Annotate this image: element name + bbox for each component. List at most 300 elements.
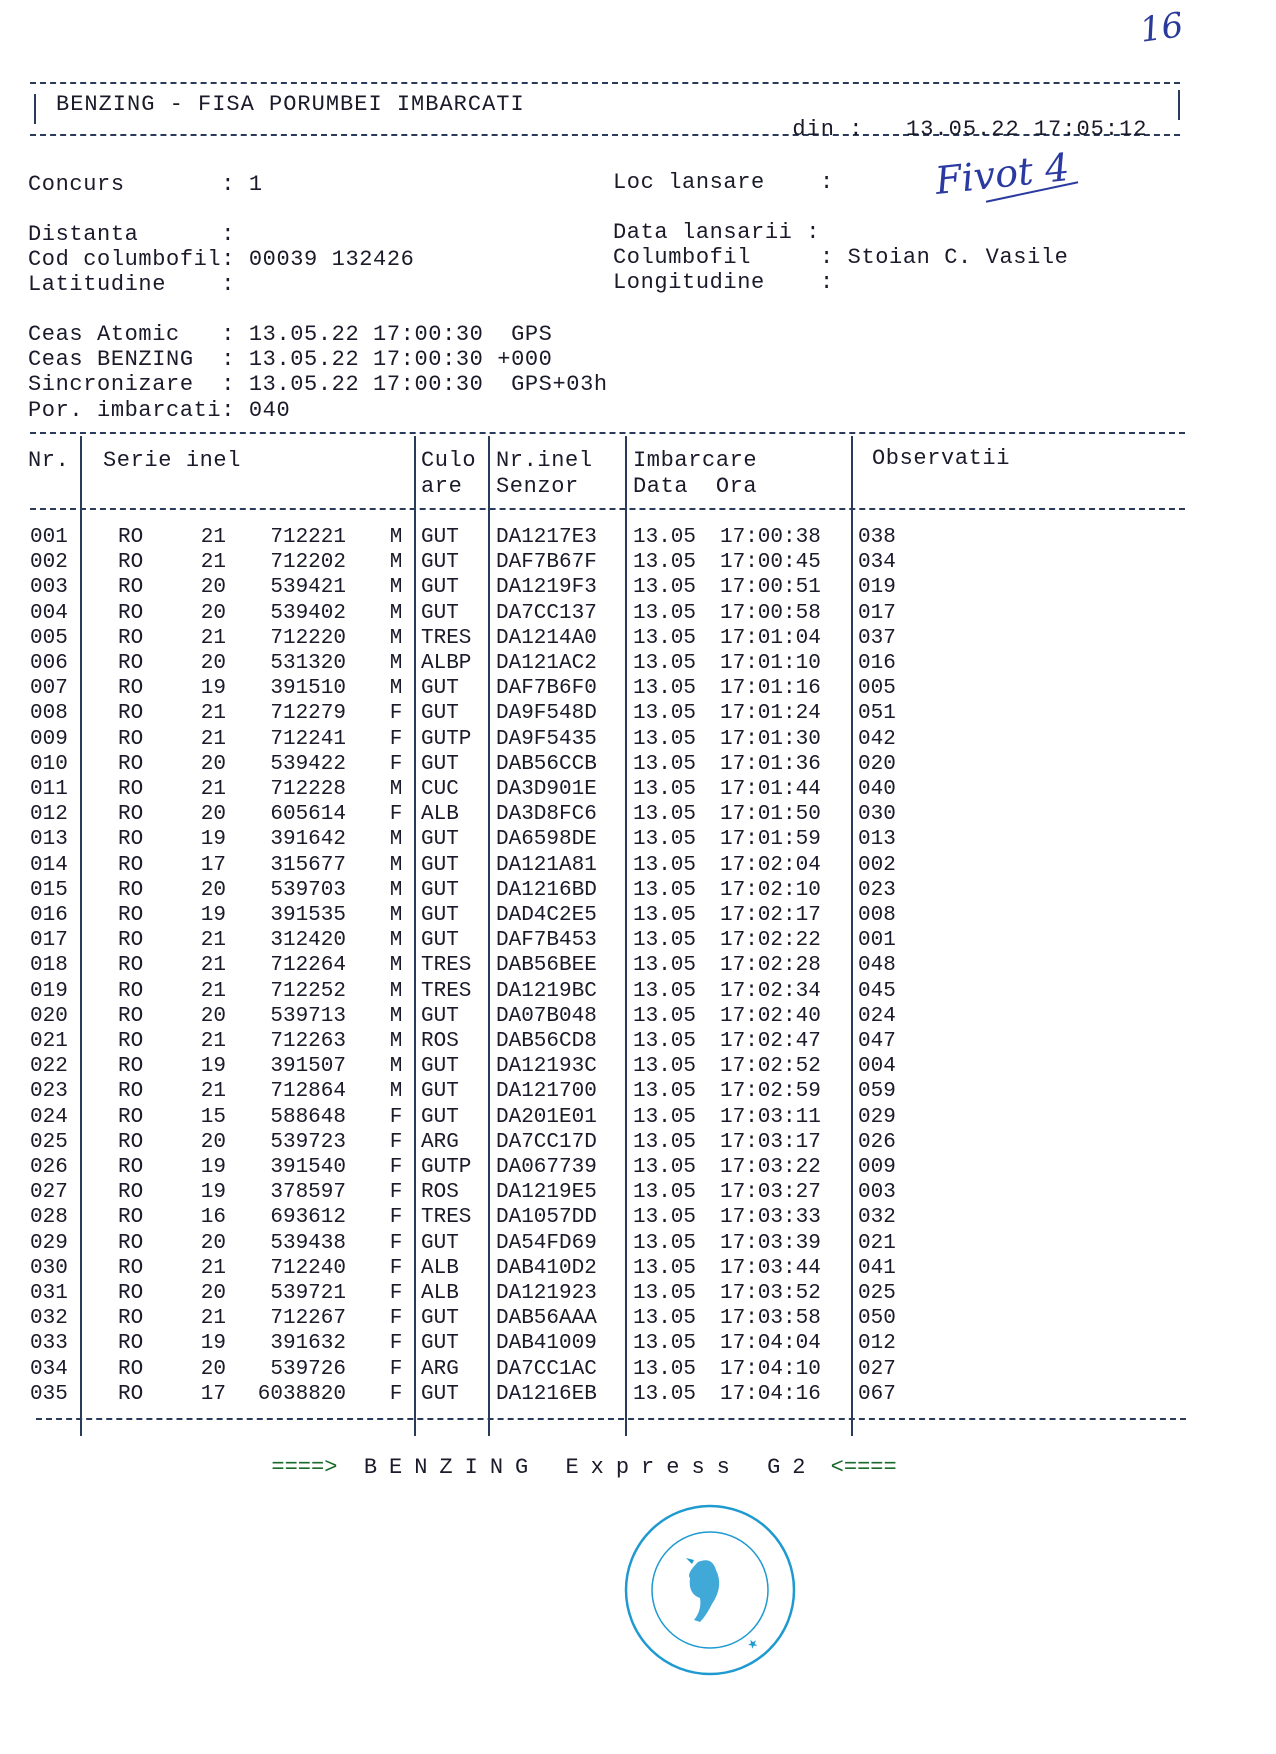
cell-date: 13.05 (633, 979, 697, 1003)
table-row (0, 1206, 1276, 1231)
cell-color: ARG (421, 1130, 459, 1154)
cell-sensor: DA7CC17D (496, 1130, 597, 1154)
cell-country: RO (118, 1332, 144, 1356)
cell-sex: M (389, 576, 403, 600)
cell-observatii: 026 (858, 1130, 896, 1154)
cell-year: 21 (200, 1256, 226, 1280)
cell-observatii: 047 (858, 1030, 896, 1053)
cell-color: GUT (421, 853, 459, 877)
cell-color: GUT (421, 576, 459, 600)
cell-color: ALBP (421, 652, 472, 675)
cell-ring-number: 712864 (270, 1080, 346, 1104)
cell-time: 17:01:24 (720, 702, 821, 726)
date-value: 13.05.22 17:05:12 (906, 117, 1148, 142)
cell-color: GUT (421, 1231, 459, 1255)
cell-observatii: 016 (858, 652, 896, 675)
cell-ring-number: 712220 (270, 626, 346, 650)
cell-country: RO (118, 853, 144, 877)
cell-time: 17:01:44 (720, 778, 821, 801)
table-row (0, 778, 1276, 803)
cell-time: 17:04:04 (720, 1332, 821, 1356)
cell-country: RO (118, 626, 144, 650)
cell-color: TRES (421, 979, 472, 1003)
cell-year: 21 (200, 929, 226, 953)
cell-year: 19 (200, 828, 226, 852)
cell-sensor: DA1216EB (496, 1382, 597, 1406)
cell-country: RO (118, 1156, 144, 1179)
cell-observatii: 059 (858, 1080, 896, 1104)
cell-sex: F (389, 803, 403, 827)
field-columbofil: Columbofil : Stoian C. Vasile (613, 245, 1069, 270)
cell-color: GUT (421, 1004, 459, 1028)
cell-sensor: DA1219BC (496, 979, 597, 1003)
cell-time: 17:03:22 (720, 1156, 821, 1179)
cell-year: 19 (200, 1181, 226, 1205)
cell-sensor: DA6598DE (496, 828, 597, 852)
association-stamp (620, 1500, 800, 1680)
col-header-nr: Nr. (28, 448, 70, 473)
cell-date: 13.05 (633, 929, 697, 953)
table-row (0, 904, 1276, 929)
cell-year: 19 (200, 1055, 226, 1079)
cell-color: GUT (421, 828, 459, 852)
cell-observatii: 032 (858, 1206, 896, 1230)
table-row (0, 576, 1276, 601)
cell-sex: F (389, 1282, 403, 1305)
footer-arrow-left: ====> (271, 1455, 338, 1480)
cell-color: GUT (421, 1332, 459, 1356)
cell-date: 13.05 (633, 526, 697, 549)
cell-ring-number: 539721 (270, 1282, 346, 1305)
cell-nr: 015 (30, 878, 68, 902)
table-row (0, 1358, 1276, 1383)
cell-ring-number: 712264 (270, 954, 346, 978)
cell-ring-number: 693612 (270, 1206, 346, 1230)
cell-color: GUT (421, 1080, 459, 1104)
cell-year: 19 (200, 677, 226, 701)
cell-nr: 013 (30, 828, 68, 852)
cell-sensor: DA54FD69 (496, 1231, 597, 1255)
cell-date: 13.05 (633, 1282, 697, 1305)
table-row (0, 677, 1276, 702)
cell-observatii: 045 (858, 979, 896, 1003)
table-row (0, 1332, 1276, 1357)
col-header-senzor: Senzor (496, 474, 579, 499)
cell-time: 17:02:10 (720, 878, 821, 902)
cell-year: 20 (200, 878, 226, 902)
cell-color: GUTP (421, 1156, 472, 1179)
table-row (0, 954, 1276, 979)
cell-time: 17:03:44 (720, 1256, 821, 1280)
table-row (0, 1080, 1276, 1105)
cell-sex: F (389, 1130, 403, 1154)
cell-date: 13.05 (633, 1256, 697, 1280)
cell-sensor: DA1219E5 (496, 1181, 597, 1205)
cell-time: 17:02:47 (720, 1030, 821, 1053)
cell-year: 21 (200, 979, 226, 1003)
cell-year: 19 (200, 904, 226, 927)
cell-year: 21 (200, 551, 226, 575)
cell-country: RO (118, 702, 144, 726)
cell-time: 17:03:52 (720, 1282, 821, 1305)
table-row (0, 1181, 1276, 1206)
cell-time: 17:01:16 (720, 677, 821, 701)
table-row (0, 1383, 1276, 1408)
cell-observatii: 020 (858, 752, 896, 776)
cell-country: RO (118, 929, 144, 953)
cell-country: RO (118, 1105, 144, 1129)
cell-color: GUT (421, 702, 459, 726)
field-distanta: Distanta : (28, 222, 236, 247)
cell-ring-number: 539713 (270, 1004, 346, 1028)
cell-sensor: DAF7B67F (496, 551, 597, 575)
table-row (0, 1257, 1276, 1282)
cell-year: 16 (200, 1206, 226, 1230)
cell-sensor: DA3D8FC6 (496, 803, 597, 827)
cell-ring-number: 391642 (270, 828, 346, 852)
cell-observatii: 024 (858, 1004, 896, 1028)
cell-color: GUT (421, 1382, 459, 1406)
cell-sensor: DAB56BEE (496, 954, 597, 978)
cell-date: 13.05 (633, 1004, 697, 1028)
cell-country: RO (118, 828, 144, 852)
cell-country: RO (118, 1130, 144, 1154)
field-por-imbarcati: Por. imbarcati: 040 (28, 398, 291, 423)
cell-date: 13.05 (633, 1055, 697, 1079)
cell-country: RO (118, 778, 144, 801)
cell-time: 17:03:27 (720, 1181, 821, 1205)
cell-year: 20 (200, 1282, 226, 1305)
cell-color: GUT (421, 752, 459, 776)
cell-nr: 035 (30, 1382, 68, 1406)
cell-nr: 010 (30, 752, 68, 776)
cell-sex: F (389, 1307, 403, 1331)
cell-year: 20 (200, 803, 226, 827)
cell-country: RO (118, 904, 144, 927)
cell-observatii: 012 (858, 1332, 896, 1356)
cell-nr: 030 (30, 1256, 68, 1280)
cell-time: 17:02:04 (720, 853, 821, 877)
cell-observatii: 003 (858, 1181, 896, 1205)
cell-date: 13.05 (633, 752, 697, 776)
cell-country: RO (118, 1181, 144, 1205)
page-number: 16 (1137, 5, 1186, 51)
cell-color: GUT (421, 601, 459, 625)
cell-sex: F (389, 1156, 403, 1179)
cell-sex: F (389, 1357, 403, 1381)
cell-ring-number: 315677 (270, 853, 346, 877)
cell-country: RO (118, 727, 144, 751)
footer-banner (245, 1430, 897, 1480)
cell-date: 13.05 (633, 702, 697, 726)
date-label: din : (792, 117, 864, 142)
cell-date: 13.05 (633, 1206, 697, 1230)
table-bottom-rule (36, 1418, 1186, 1420)
table-row (0, 602, 1276, 627)
col-header-culoare: Culo (421, 448, 477, 473)
cell-sex: M (389, 1055, 403, 1079)
cell-time: 17:00:45 (720, 551, 821, 575)
col-header-data-ora: Data Ora (633, 474, 758, 499)
cell-ring-number: 539723 (270, 1130, 346, 1154)
cell-ring-number: 312420 (270, 929, 346, 953)
cell-sex: M (389, 954, 403, 978)
cell-observatii: 067 (858, 1382, 896, 1406)
cell-sensor: DAF7B453 (496, 929, 597, 953)
cell-date: 13.05 (633, 1130, 697, 1154)
table-row (0, 1005, 1276, 1030)
cell-ring-number: 712241 (270, 727, 346, 751)
table-row (0, 803, 1276, 828)
cell-sex: F (389, 1256, 403, 1280)
cell-year: 19 (200, 1332, 226, 1356)
cell-ring-number: 712228 (270, 778, 346, 801)
cell-time: 17:02:59 (720, 1080, 821, 1104)
cell-nr: 009 (30, 727, 68, 751)
cell-time: 17:00:58 (720, 601, 821, 625)
cell-nr: 022 (30, 1055, 68, 1079)
cell-date: 13.05 (633, 904, 697, 927)
cell-nr: 008 (30, 702, 68, 726)
cell-date: 13.05 (633, 1030, 697, 1053)
cell-sex: F (389, 1231, 403, 1255)
cell-time: 17:03:39 (720, 1231, 821, 1255)
cell-observatii: 041 (858, 1256, 896, 1280)
cell-country: RO (118, 1004, 144, 1028)
cell-ring-number: 539726 (270, 1357, 346, 1381)
cell-sex: F (389, 1206, 403, 1230)
cell-ring-number: 712240 (270, 1256, 346, 1280)
col-header-culoare-2: are (421, 474, 463, 499)
cell-sex: M (389, 601, 403, 625)
cell-sex: M (389, 1080, 403, 1104)
cell-sex: M (389, 1004, 403, 1028)
table-row (0, 1307, 1276, 1332)
cell-country: RO (118, 1282, 144, 1305)
cell-ring-number: 539438 (270, 1231, 346, 1255)
cell-sensor: DAB56AAA (496, 1307, 597, 1331)
cell-date: 13.05 (633, 878, 697, 902)
cell-sensor: DA3D901E (496, 778, 597, 801)
cell-time: 17:03:58 (720, 1307, 821, 1331)
field-data-lansarii: Data lansarii : (613, 220, 821, 245)
cell-date: 13.05 (633, 828, 697, 852)
cell-ring-number: 391540 (270, 1156, 346, 1179)
table-row (0, 1156, 1276, 1181)
cell-nr: 029 (30, 1231, 68, 1255)
cell-date: 13.05 (633, 1156, 697, 1179)
cell-sensor: DA1214A0 (496, 626, 597, 650)
cell-observatii: 050 (858, 1307, 896, 1331)
cell-country: RO (118, 652, 144, 675)
cell-sex: M (389, 853, 403, 877)
cell-date: 13.05 (633, 1181, 697, 1205)
cell-sex: M (389, 904, 403, 927)
cell-time: 17:01:36 (720, 752, 821, 776)
cell-year: 21 (200, 1307, 226, 1331)
stamp-graphic (620, 1500, 800, 1680)
cell-ring-number: 712279 (270, 702, 346, 726)
cell-date: 13.05 (633, 576, 697, 600)
cell-observatii: 037 (858, 626, 896, 650)
cell-country: RO (118, 1382, 144, 1406)
cell-nr: 007 (30, 677, 68, 701)
cell-time: 17:02:28 (720, 954, 821, 978)
cell-color: TRES (421, 1206, 472, 1230)
cell-ring-number: 6038820 (257, 1382, 346, 1406)
cell-date: 13.05 (633, 1307, 697, 1331)
cell-sensor: DA7CC1AC (496, 1357, 597, 1381)
cell-time: 17:00:38 (720, 526, 821, 549)
cell-year: 20 (200, 576, 226, 600)
cell-year: 21 (200, 1080, 226, 1104)
cell-ring-number: 712221 (270, 526, 346, 549)
cell-year: 21 (200, 626, 226, 650)
cell-time: 17:01:30 (720, 727, 821, 751)
table-row (0, 1055, 1276, 1080)
handwritten-loc-lansare: Fivot 4 (933, 145, 1072, 203)
cell-country: RO (118, 576, 144, 600)
cell-sensor: DA121923 (496, 1282, 597, 1305)
cell-nr: 028 (30, 1206, 68, 1230)
cell-color: ROS (421, 1030, 459, 1053)
cell-color: TRES (421, 626, 472, 650)
cell-date: 13.05 (633, 626, 697, 650)
cell-nr: 031 (30, 1282, 68, 1305)
cell-color: GUT (421, 904, 459, 927)
cell-year: 20 (200, 752, 226, 776)
cell-observatii: 009 (858, 1156, 896, 1179)
cell-year: 21 (200, 778, 226, 801)
cell-nr: 027 (30, 1181, 68, 1205)
cell-nr: 005 (30, 626, 68, 650)
cell-nr: 026 (30, 1156, 68, 1179)
cell-country: RO (118, 1231, 144, 1255)
field-loc-lansare: Loc lansare : (613, 170, 834, 195)
document-title: BENZING - FISA PORUMBEI IMBARCATI (56, 92, 525, 117)
cell-year: 15 (200, 1105, 226, 1129)
field-ceas-benzing: Ceas BENZING : 13.05.22 17:00:30 +000 (28, 347, 553, 372)
cell-sex: F (389, 752, 403, 776)
cell-year: 20 (200, 1231, 226, 1255)
cell-sensor: DAF7B6F0 (496, 677, 597, 701)
cell-nr: 017 (30, 929, 68, 953)
cell-sex: F (389, 1181, 403, 1205)
cell-time: 17:00:51 (720, 576, 821, 600)
cell-sensor: DA9F5435 (496, 727, 597, 751)
header-right-border (1178, 90, 1180, 120)
cell-time: 17:03:17 (720, 1130, 821, 1154)
cell-country: RO (118, 1080, 144, 1104)
cell-sensor: DA12193C (496, 1055, 597, 1079)
cell-ring-number: 539421 (270, 576, 346, 600)
cell-nr: 011 (30, 778, 68, 801)
table-row (0, 828, 1276, 853)
cell-sex: M (389, 778, 403, 801)
cell-time: 17:04:10 (720, 1357, 821, 1381)
cell-country: RO (118, 803, 144, 827)
cell-country: RO (118, 1206, 144, 1230)
cell-date: 13.05 (633, 601, 697, 625)
cell-time: 17:01:10 (720, 652, 821, 675)
cell-sex: F (389, 702, 403, 726)
cell-color: GUT (421, 1055, 459, 1079)
cell-sensor: DAD4C2E5 (496, 904, 597, 927)
cell-nr: 020 (30, 1004, 68, 1028)
cell-observatii: 030 (858, 803, 896, 827)
table-row (0, 1131, 1276, 1156)
col-header-imbarcare: Imbarcare (633, 448, 758, 473)
cell-time: 17:02:40 (720, 1004, 821, 1028)
cell-sensor: DA201E01 (496, 1105, 597, 1129)
cell-nr: 002 (30, 551, 68, 575)
cell-observatii: 038 (858, 526, 896, 549)
svg-text:★: ★ (744, 1635, 761, 1653)
cell-date: 13.05 (633, 652, 697, 675)
field-cod-columbofil: Cod columbofil: 00039 132426 (28, 247, 415, 272)
cell-nr: 001 (30, 526, 68, 549)
cell-sex: M (389, 878, 403, 902)
cell-observatii: 004 (858, 1055, 896, 1079)
cell-sex: F (389, 1105, 403, 1129)
cell-sex: M (389, 526, 403, 549)
cell-date: 13.05 (633, 778, 697, 801)
cell-color: GUT (421, 1307, 459, 1331)
cell-observatii: 008 (858, 904, 896, 927)
cell-observatii: 051 (858, 702, 896, 726)
table-row (0, 551, 1276, 576)
cell-country: RO (118, 677, 144, 701)
cell-date: 13.05 (633, 1231, 697, 1255)
cell-sex: F (389, 1382, 403, 1406)
cell-date: 13.05 (633, 803, 697, 827)
table-row (0, 1232, 1276, 1257)
cell-observatii: 040 (858, 778, 896, 801)
cell-observatii: 001 (858, 929, 896, 953)
field-latitudine: Latitudine : (28, 272, 236, 297)
cell-nr: 023 (30, 1080, 68, 1104)
table-top-rule (30, 432, 1185, 434)
cell-ring-number: 531320 (270, 652, 346, 675)
cell-sex: M (389, 1030, 403, 1053)
cell-observatii: 021 (858, 1231, 896, 1255)
cell-ring-number: 539703 (270, 878, 346, 902)
field-sincronizare: Sincronizare : 13.05.22 17:00:30 GPS+03h (28, 372, 608, 397)
cell-ring-number: 588648 (270, 1105, 346, 1129)
cell-ring-number: 605614 (270, 803, 346, 827)
cell-color: GUT (421, 677, 459, 701)
cell-color: GUTP (421, 727, 472, 751)
footer-text: BENZING Express G2 (363, 1455, 818, 1480)
field-ceas-atomic: Ceas Atomic : 13.05.22 17:00:30 GPS (28, 322, 553, 347)
cell-nr: 006 (30, 652, 68, 675)
cell-year: 21 (200, 1030, 226, 1053)
cell-sensor: DA9F548D (496, 702, 597, 726)
cell-ring-number: 712267 (270, 1307, 346, 1331)
cell-sensor: DA121A81 (496, 853, 597, 877)
cell-sensor: DA121700 (496, 1080, 597, 1104)
cell-ring-number: 391510 (270, 677, 346, 701)
cell-color: ARG (421, 1357, 459, 1381)
cell-country: RO (118, 1256, 144, 1280)
cell-observatii: 017 (858, 601, 896, 625)
cell-time: 17:02:52 (720, 1055, 821, 1079)
cell-observatii: 023 (858, 878, 896, 902)
cell-color: ALB (421, 1256, 459, 1280)
cell-sex: F (389, 727, 403, 751)
table-row (0, 854, 1276, 879)
cell-ring-number: 391632 (270, 1332, 346, 1356)
